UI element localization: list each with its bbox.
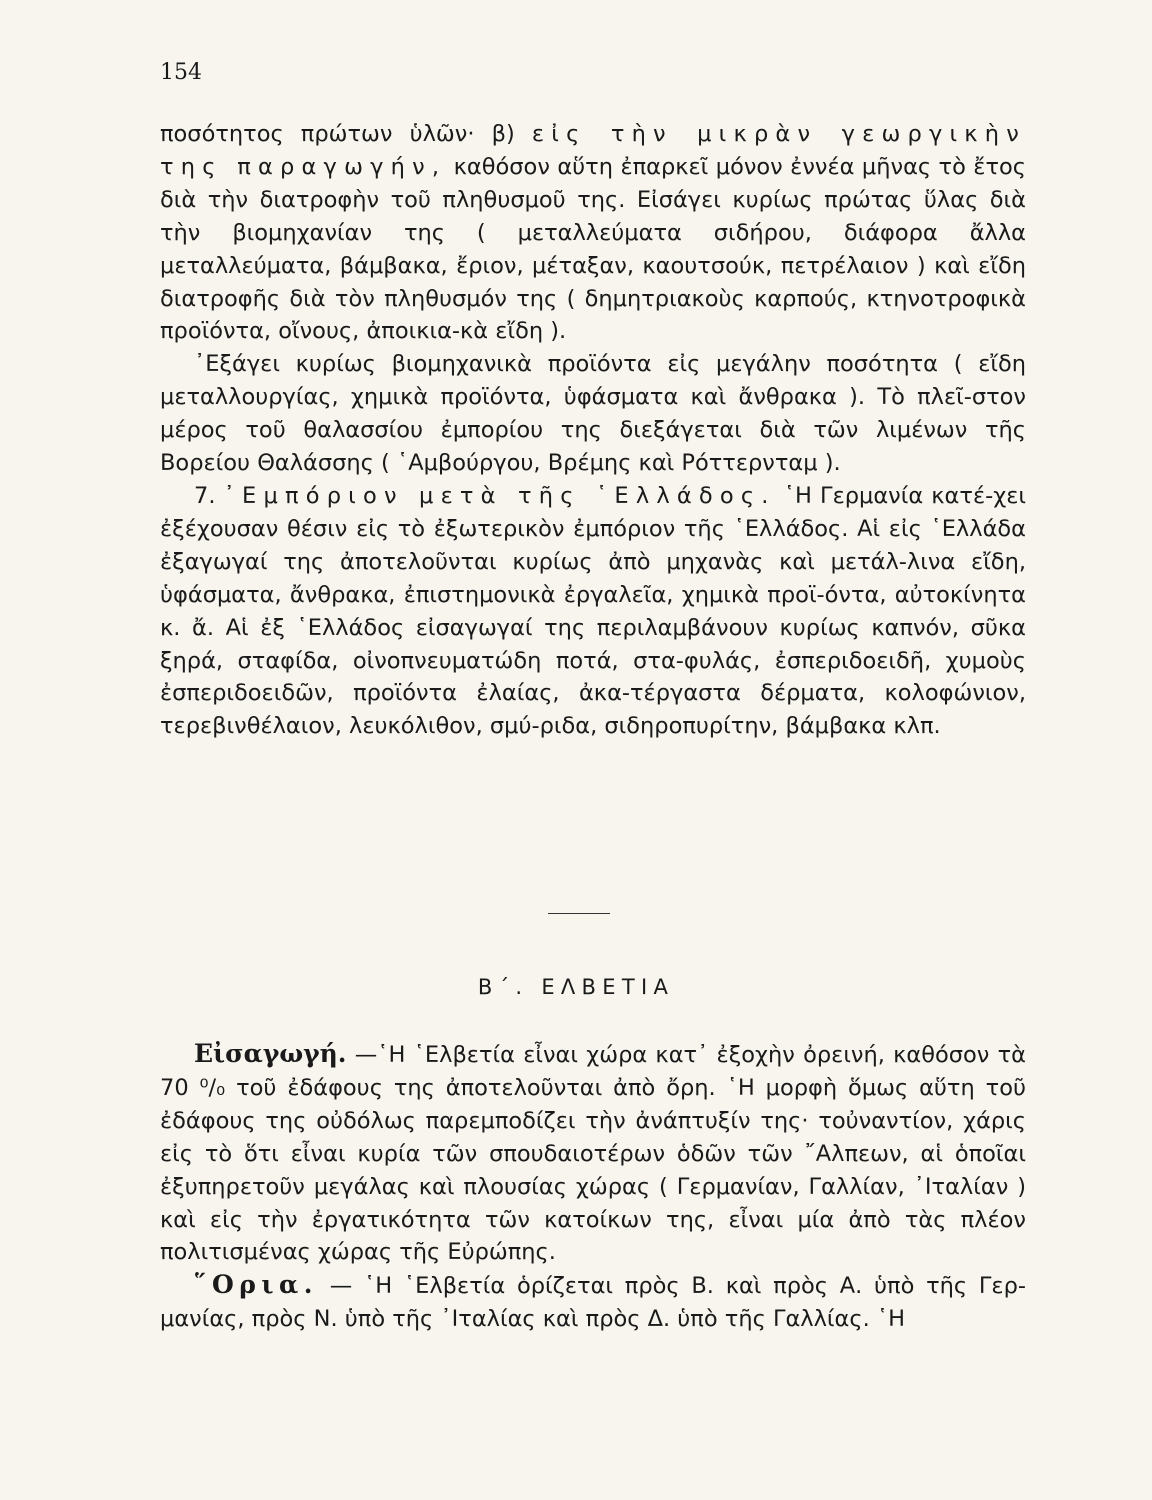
paragraph-introduction bbox=[160, 1038, 1026, 1269]
section-title: Β΄. ΕΛΒΕΤΙΑ bbox=[477, 975, 675, 999]
paragraph-imports bbox=[160, 118, 1026, 348]
spaced-heading: ᾿Εμπόριον μετὰ τῆς ῾Ελλάδος. bbox=[223, 482, 776, 509]
text-run: ᾿Εξάγει κυρίως βιομηχανικὰ προϊόντα εἰς μεγάλην ποσότητα ( εἴδη μεταλλουργίας, χημικὰ προϊόντα, ὑφάσματα καὶ ἄνθρακα ). Τὸ πλεῖ-στον μέρος τοῦ θαλασσίου ἐμπορίου της διεξάγεται διὰ τῶν λιμένων τῆς Βορείου Θαλάσσης ( ῾Αμβούργου, Βρέμης καὶ Ρόττερνταμ ). bbox=[160, 351, 1026, 477]
text-run: 7. bbox=[194, 482, 224, 509]
text-run: καθόσον αὕτη ἐπαρκεῖ μόνον ἐννέα μῆνας τὸ ἔτος διὰ τὴν διατροφὴν τοῦ πληθυσμοῦ της. Εἰσάγει κυρίως πρώτας ὕλας διὰ τὴν βιομηχανίαν της ( μεταλλεύματα σιδήρου, διάφορα ἄλλα μεταλλεύματα, βάμβακα, ἔριον, μέταξαν, καουτσούκ, πετρέλαιον ) καὶ εἴδη διατροφῆς διὰ τὸν πληθυσμόν της ( δημητριακοὺς καρπούς, κτηνοτροφικὰ προϊόντα, οἴνους, ἀποικια-κὰ εἴδη ). bbox=[160, 153, 1026, 345]
section-divider bbox=[548, 913, 610, 914]
text-run: — ῾Η ῾Ελβετία ὁρίζεται πρὸς Β. καὶ πρὸς Α. ὑπὸ τῆς Γερ-μανίας, πρὸς Ν. ὑπὸ τῆς ᾿Ιταλίας καὶ πρὸς Δ. ὑπὸ τῆς Γαλλίας. ῾Η bbox=[160, 1273, 1026, 1333]
text-run: ῾Η Γερμανία κατέ-χει ἐξέχουσαν θέσιν εἰς τὸ ἐξωτερικὸν ἐμπόριον τῆς ῾Ελλάδος. Αἱ εἰς ῾Ελλάδα ἐξαγωγαί της ἀποτελοῦνται κυρίως ἀπὸ μηχανὰς καὶ μετάλ-λινα εἴδη, ὑφάσματα, ἄνθρακα, ἐπιστημονικὰ ἐργαλεῖα, χημικὰ προϊ-όντα, αὐτοκίνητα κ. ἄ. Αἱ ἐξ ῾Ελλάδος εἰσαγωγαί της περιλαμβάνουν κυρίως καπνόν, σῦκα ξηρά, σταφίδα, οἰνοπνευματώδη ποτά, στα-φυλάς, ἐσπεριδοειδῆ, χυμοὺς ἐσπεριδοειδῶν, προϊόντα ἐλαίας, ἀκα-τέργαστα δέρματα, κολοφώνιον, τερεβινθέλαιον, λευκόλιθον, σμύ-ριδα, σιδηροπυρίτην, βάμβακα κλπ. bbox=[160, 482, 1026, 740]
paragraph-exports bbox=[160, 348, 1026, 480]
page-number: 154 bbox=[160, 60, 202, 85]
germany-trade-text bbox=[160, 118, 1026, 743]
introduction-heading: Εἰσαγωγή. bbox=[194, 1039, 347, 1068]
switzerland-text bbox=[160, 1038, 1026, 1336]
text-run: ποσότητος πρώτων ὑλῶν· β) bbox=[160, 121, 532, 147]
text-run: —῾Η ῾Ελβετία εἶναι χώρα κατ᾽ ἐξοχὴν ὀρεινή, καθόσον τὰ 70 ⁰/₀ τοῦ ἐδάφους της ἀποτελοῦνται ἀπὸ ὄρη. ῾Η μορφὴ ὅμως αὕτη τοῦ ἐδάφους της οὐδόλως παρεμποδίζει τὴν ἀνάπτυξίν της· τοὐναντίον, χάρις εἰς τὸ ὅτι εἶναι κυρία τῶν σπουδαιοτέρων ὁδῶν τῶν ῎Αλπεων, αἱ ὁποῖαι ἐξυπηρετοῦν μεγάλας καὶ πλουσίας χώρας ( Γερμανίαν, Γαλλίαν, ᾿Ιταλίαν ) καὶ εἰς τὴν ἐργατικότητα τῶν κατοίκων της, εἶναι μία ἀπὸ τὰς πλέον πολιτισμένας χώρας τῆς Εὐρώπης. bbox=[160, 1042, 1026, 1266]
borders-heading: ῞Ορια. bbox=[194, 1270, 318, 1300]
spaced-emphasis: εἰς τὴν μικρὰν γεωργικὴν της παραγωγήν, bbox=[160, 121, 1026, 180]
paragraph-borders bbox=[160, 1269, 1026, 1336]
paragraph-trade-with-greece bbox=[160, 480, 1026, 743]
